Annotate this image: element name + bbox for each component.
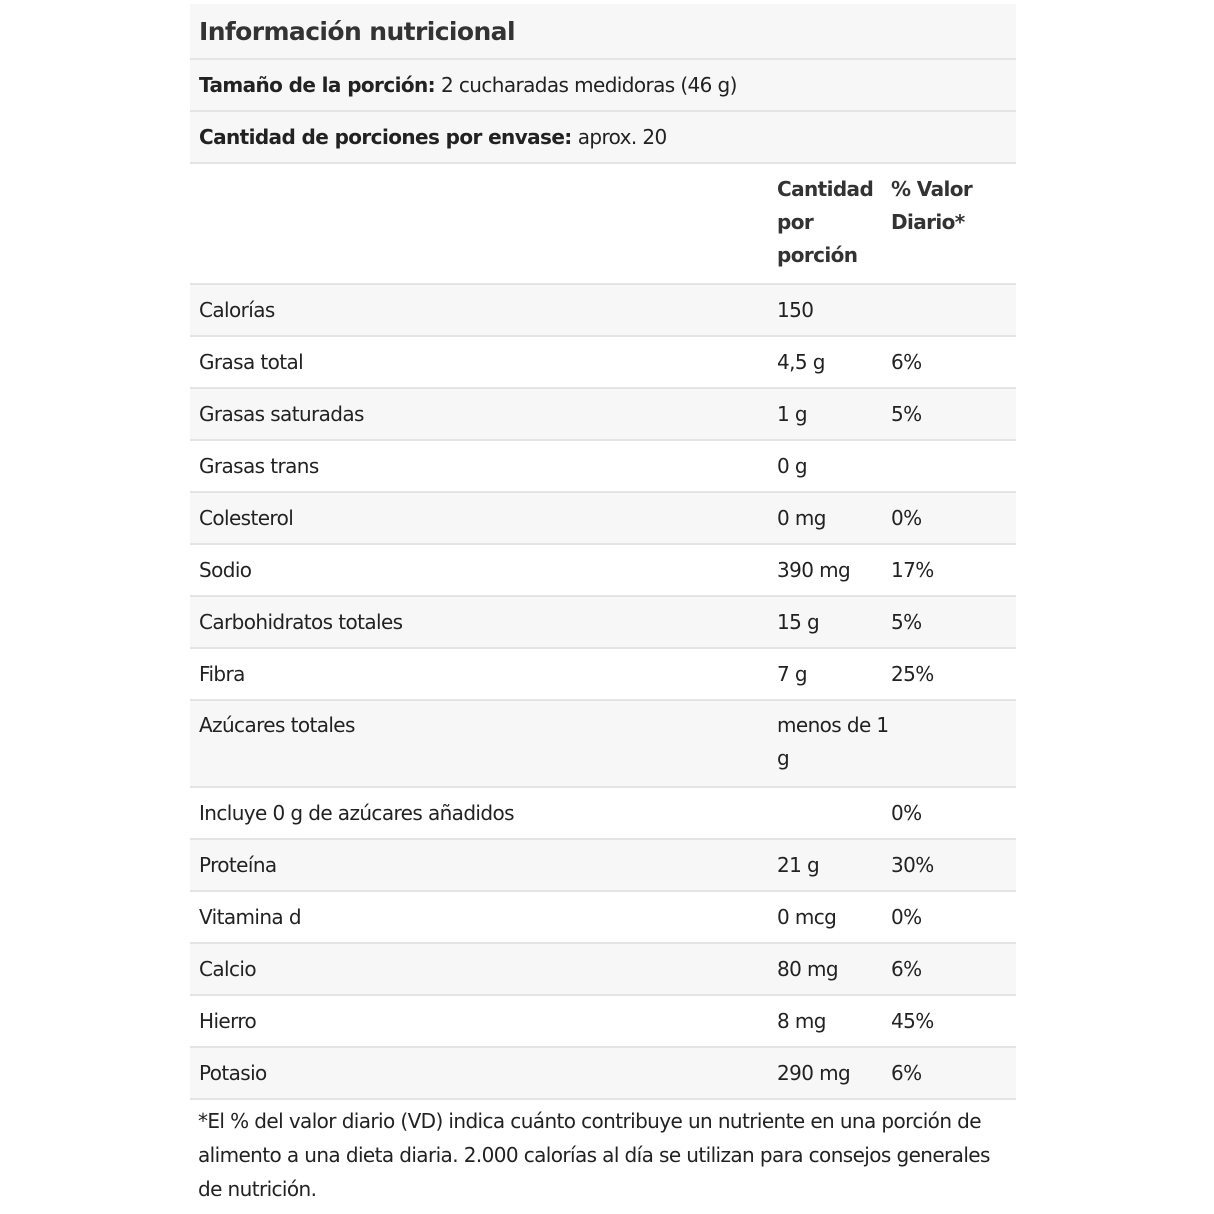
nutrient-amount: 0 mcg (777, 904, 837, 929)
nutrient-amount: 21 g (777, 852, 820, 877)
table-row (190, 944, 1016, 996)
header-amount: Cantidad por porción (777, 177, 874, 267)
table-row (190, 1048, 1016, 1100)
nutrition-title: Información nutricional (190, 4, 1016, 60)
nutrient-name: Calorías (199, 297, 275, 322)
nutrient-name: Colesterol (199, 505, 294, 530)
nutrient-daily-value: 25% (891, 661, 934, 686)
table-row (190, 389, 1016, 441)
nutrient-name: Sodio (199, 557, 252, 582)
table-row (190, 337, 1016, 389)
serving-size-value: 2 cucharadas medidoras (46 g) (441, 73, 737, 97)
nutrient-daily-value: 0% (891, 800, 922, 825)
daily-value-footnote: *El % del valor diario (VD) indica cuánto contribuye un nutriente en una porción de alimento a una dieta diaria. 2.000 calorías al día se utilizan para consejos generales de nutrición. (198, 1109, 990, 1201)
nutrient-name: Carbohidratos totales (199, 609, 403, 634)
table-row (190, 892, 1016, 944)
nutrient-daily-value: 5% (891, 401, 922, 426)
nutrient-amount: 80 mg (777, 956, 838, 981)
nutrition-panel (190, 4, 1016, 1100)
nutrient-name: Grasas saturadas (199, 401, 364, 426)
nutrient-daily-value: 6% (891, 956, 922, 981)
nutrient-daily-value: 17% (891, 557, 934, 582)
nutrient-daily-value: 6% (891, 349, 922, 374)
nutrient-daily-value: 6% (891, 1060, 922, 1085)
nutrient-daily-value: 0% (891, 505, 922, 530)
nutrient-name: Proteína (199, 852, 277, 877)
nutrient-name: Grasas trans (199, 453, 319, 478)
table-row (190, 493, 1016, 545)
servings-label: Cantidad de porciones por envase: (199, 125, 572, 149)
table-row (190, 996, 1016, 1048)
nutrient-amount: 7 g (777, 661, 807, 686)
header-daily-value: % Valor Diario* (891, 177, 973, 234)
nutrient-name: Potasio (199, 1060, 267, 1085)
table-row (190, 840, 1016, 892)
table-row (190, 649, 1016, 701)
nutrient-daily-value: 30% (891, 852, 934, 877)
table-row (190, 285, 1016, 337)
nutrient-name: Grasa total (199, 349, 304, 374)
nutrient-amount: 0 g (777, 453, 807, 478)
nutrient-amount: 0 mg (777, 505, 826, 530)
table-row (190, 597, 1016, 649)
nutrient-daily-value: 45% (891, 1008, 934, 1033)
servings-per-container-row (190, 112, 1016, 164)
nutrient-amount: 1 g (777, 401, 807, 426)
nutrient-amount: 4,5 g (777, 349, 825, 374)
nutrient-daily-value: 5% (891, 609, 922, 634)
table-row (190, 545, 1016, 597)
nutrient-amount: menos de 1 g (777, 713, 889, 770)
nutrient-amount: 290 mg (777, 1060, 851, 1085)
table-row (190, 701, 1016, 788)
nutrient-amount: 150 (777, 297, 814, 322)
nutrient-amount: 8 mg (777, 1008, 826, 1033)
servings-value: aprox. 20 (577, 125, 667, 149)
table-header (190, 164, 1016, 285)
nutrient-name: Vitamina d (199, 904, 301, 929)
nutrient-name: Calcio (199, 956, 256, 981)
nutrient-daily-value: 0% (891, 904, 922, 929)
nutrient-name: Hierro (199, 1008, 257, 1033)
nutrient-name: Fibra (199, 661, 245, 686)
nutrient-name: Incluye 0 g de azúcares añadidos (199, 800, 514, 825)
table-row (190, 441, 1016, 493)
nutrient-amount: 390 mg (777, 557, 851, 582)
serving-size-row (190, 60, 1016, 112)
serving-size-label: Tamaño de la porción: (199, 73, 436, 97)
nutrient-name: Azúcares totales (199, 713, 355, 737)
nutrient-amount: 15 g (777, 609, 820, 634)
table-row (190, 788, 1016, 840)
